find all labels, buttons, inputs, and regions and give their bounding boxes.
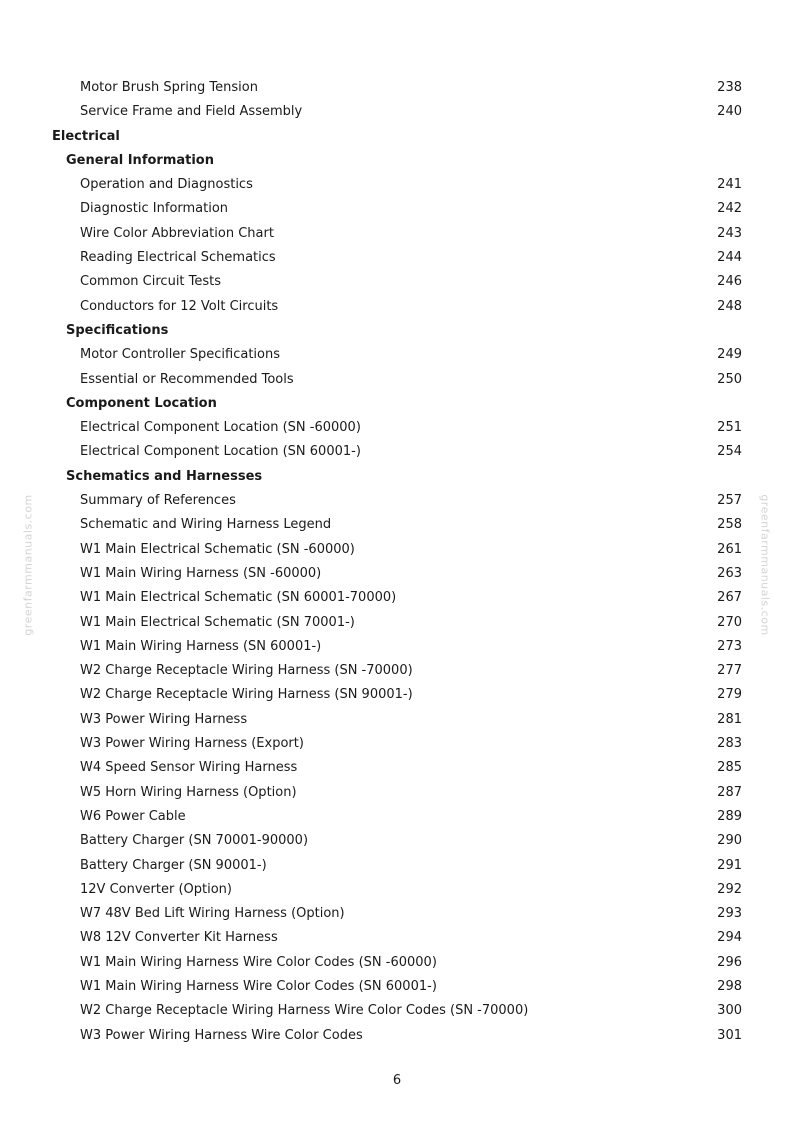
toc-subsection-heading xyxy=(0,149,794,173)
toc-entry-page-number: 283 xyxy=(717,736,742,752)
toc-entry xyxy=(0,586,794,610)
toc-entry xyxy=(0,708,794,732)
toc-entry xyxy=(0,440,794,464)
toc-entry-title: Battery Charger (SN 70001-90000) xyxy=(80,833,309,849)
toc-entry-title: W1 Main Electrical Schematic (SN -60000) xyxy=(80,541,355,557)
toc-entry xyxy=(0,295,794,319)
toc-entry-page-number: 298 xyxy=(717,978,742,994)
toc-entry-page-number: 241 xyxy=(717,177,742,193)
toc-entry-page-number: 244 xyxy=(717,250,742,266)
toc-entry xyxy=(0,732,794,756)
toc-entry xyxy=(0,197,794,221)
toc-entry-title: Battery Charger (SN 90001-) xyxy=(80,857,267,873)
toc-entry xyxy=(0,173,794,197)
toc-entry xyxy=(0,489,794,513)
toc-entry-page-number: 254 xyxy=(717,444,742,460)
toc-entry xyxy=(0,222,794,246)
toc-entry-title: Wire Color Abbreviation Chart xyxy=(80,225,274,241)
toc-entry-page-number: 277 xyxy=(717,663,742,679)
toc-entry-title: Component Location xyxy=(66,395,217,411)
toc-entry-title: Electrical xyxy=(52,128,120,144)
toc-entry-page-number: 270 xyxy=(717,614,742,630)
toc-entry-page-number: 301 xyxy=(717,1027,742,1043)
toc-entry-title: Diagnostic Information xyxy=(80,201,229,217)
table-of-contents xyxy=(0,76,794,1048)
toc-entry-title: Electrical Component Location (SN 60001-) xyxy=(80,444,361,460)
toc-entry-title: W3 Power Wiring Harness xyxy=(80,711,248,727)
toc-entry-page-number: 238 xyxy=(717,80,742,95)
toc-subsection-heading xyxy=(0,465,794,489)
toc-entry-page-number: 291 xyxy=(717,857,742,873)
toc-entry xyxy=(0,659,794,683)
toc-entry-page-number: 263 xyxy=(717,565,742,581)
toc-entry-title: W1 Main Electrical Schematic (SN 70001-) xyxy=(80,614,355,630)
toc-entry-title: W1 Main Wiring Harness Wire Color Codes (SN 60001-) xyxy=(80,978,437,994)
toc-entry-title: Service Frame and Field Assembly xyxy=(80,104,303,120)
page-number: 6 xyxy=(392,1073,402,1088)
toc-subsection-heading xyxy=(0,319,794,343)
toc-entry-page-number: 290 xyxy=(717,833,742,849)
toc-entry-title: W1 Main Electrical Schematic (SN 60001-70000) xyxy=(80,590,397,606)
toc-entry xyxy=(0,562,794,586)
toc-entry-page-number: 273 xyxy=(717,638,742,654)
toc-entry xyxy=(0,951,794,975)
toc-entry-title: Schematic and Wiring Harness Legend xyxy=(80,517,332,533)
toc-entry-page-number: 251 xyxy=(717,420,742,436)
toc-entry-title: Summary of References xyxy=(80,493,236,509)
toc-entry xyxy=(0,513,794,537)
toc-entry-title: W2 Charge Receptacle Wiring Harness (SN -70000) xyxy=(80,663,413,679)
toc-entry-title: W2 Charge Receptacle Wiring Harness Wire Color Codes (SN -70000) xyxy=(80,1003,529,1019)
toc-entry xyxy=(0,999,794,1023)
toc-section-heading xyxy=(0,125,794,149)
toc-entry-page-number: 294 xyxy=(717,930,742,946)
toc-entry xyxy=(0,975,794,999)
toc-entry-title: Reading Electrical Schematics xyxy=(80,250,276,266)
toc-entry-page-number: 257 xyxy=(717,493,742,509)
toc-subsection-heading xyxy=(0,392,794,416)
toc-entry-title: Essential or Recommended Tools xyxy=(80,371,294,387)
toc-entry xyxy=(0,76,794,100)
toc-entry-title: W7 48V Bed Lift Wiring Harness (Option) xyxy=(80,906,345,922)
toc-entry xyxy=(0,538,794,562)
toc-entry xyxy=(0,781,794,805)
toc-entry-page-number: 250 xyxy=(717,371,742,387)
toc-entry xyxy=(0,902,794,926)
toc-entry-page-number: 287 xyxy=(717,784,742,800)
toc-entry-page-number: 285 xyxy=(717,760,742,776)
toc-entry xyxy=(0,343,794,367)
toc-entry xyxy=(0,683,794,707)
toc-entry-title: Motor Controller Specifications xyxy=(80,347,281,363)
toc-entry-page-number: 300 xyxy=(717,1003,742,1019)
toc-entry-page-number: 240 xyxy=(717,104,742,120)
toc-entry-page-number: 249 xyxy=(717,347,742,363)
toc-entry-page-number: 261 xyxy=(717,541,742,557)
toc-entry xyxy=(0,100,794,124)
toc-entry xyxy=(0,416,794,440)
toc-entry-title: W5 Horn Wiring Harness (Option) xyxy=(80,784,297,800)
toc-entry xyxy=(0,878,794,902)
toc-entry-page-number: 243 xyxy=(717,225,742,241)
toc-entry-title: W8 12V Converter Kit Harness xyxy=(80,930,278,946)
toc-entry-title: Operation and Diagnostics xyxy=(80,177,253,193)
toc-entry xyxy=(0,611,794,635)
toc-entry xyxy=(0,270,794,294)
toc-entry-page-number: 289 xyxy=(717,808,742,824)
toc-entry-page-number: 292 xyxy=(717,881,742,897)
toc-entry-title: W3 Power Wiring Harness Wire Color Codes xyxy=(80,1027,363,1043)
toc-entry-title: Electrical Component Location (SN -60000) xyxy=(80,420,361,436)
toc-entry-page-number: 281 xyxy=(717,711,742,727)
toc-entry-title: W3 Power Wiring Harness (Export) xyxy=(80,736,304,752)
watermark-left: greenfarmmanuals.com xyxy=(21,494,35,636)
toc-entry-title: Common Circuit Tests xyxy=(80,274,222,290)
toc-entry-title: W2 Charge Receptacle Wiring Harness (SN 90001-) xyxy=(80,687,413,703)
toc-entry-title: W6 Power Cable xyxy=(80,808,186,824)
toc-entry xyxy=(0,805,794,829)
toc-entry xyxy=(0,829,794,853)
toc-entry xyxy=(0,246,794,270)
toc-entry-title: Motor Brush Spring Tension xyxy=(80,80,258,95)
toc-entry-page-number: 296 xyxy=(717,954,742,970)
toc-entry-title: W4 Speed Sensor Wiring Harness xyxy=(80,760,298,776)
toc-entry xyxy=(0,854,794,878)
toc-entry-page-number: 267 xyxy=(717,590,742,606)
toc-entry-title: Specifications xyxy=(66,322,169,338)
toc-entry-title: 12V Converter (Option) xyxy=(80,881,232,897)
toc-entry-title: Schematics and Harnesses xyxy=(66,468,263,484)
toc-entry-title: W1 Main Wiring Harness (SN 60001-) xyxy=(80,638,322,654)
toc-entry xyxy=(0,368,794,392)
toc-entry-title: General Information xyxy=(66,152,214,168)
toc-entry-page-number: 248 xyxy=(717,298,742,314)
watermark-right: greenfarmmanuals.com xyxy=(758,494,772,636)
toc-entry xyxy=(0,756,794,780)
toc-entry xyxy=(0,1024,794,1048)
toc-entry-title: Conductors for 12 Volt Circuits xyxy=(80,298,279,314)
toc-entry xyxy=(0,635,794,659)
toc-entry-page-number: 279 xyxy=(717,687,742,703)
toc-entry-page-number: 242 xyxy=(717,201,742,217)
toc-entry-title: W1 Main Wiring Harness Wire Color Codes (SN -60000) xyxy=(80,954,437,970)
toc-entry-page-number: 246 xyxy=(717,274,742,290)
toc-entry-title: W1 Main Wiring Harness (SN -60000) xyxy=(80,565,322,581)
toc-entry-page-number: 258 xyxy=(717,517,742,533)
toc-entry-page-number: 293 xyxy=(717,906,742,922)
toc-entry xyxy=(0,926,794,950)
